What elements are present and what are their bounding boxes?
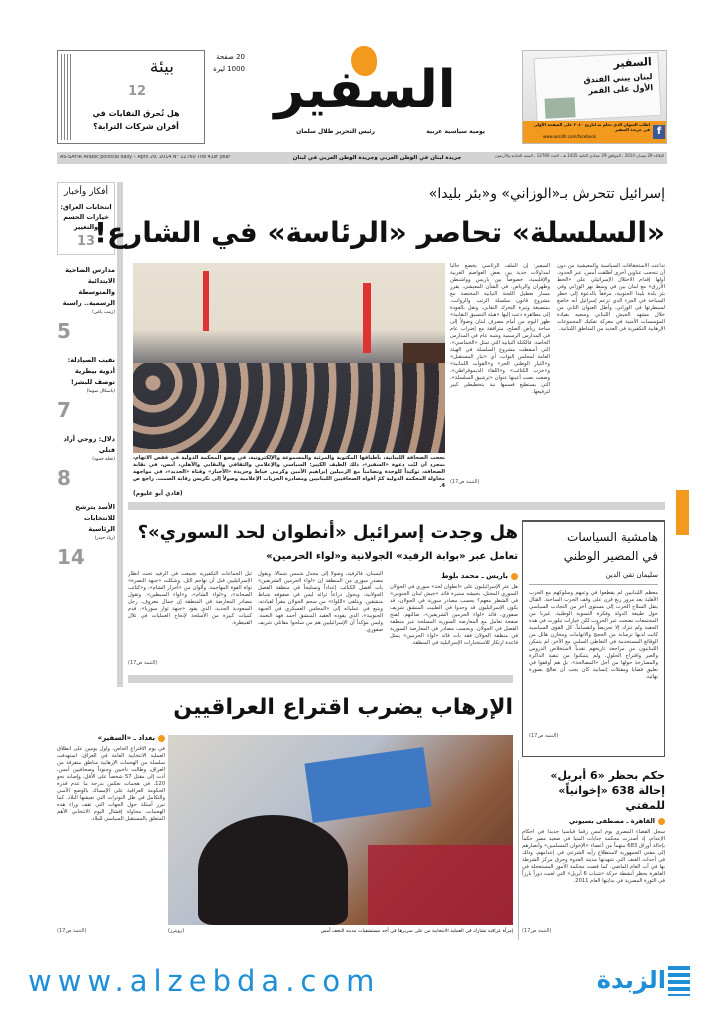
date-bar [57, 152, 667, 164]
sidebar-item-title: انتخابات العراق: خيارات الحسم والتغيير [60, 203, 112, 231]
woman-shape [198, 815, 348, 925]
lead-headline[interactable]: «السلسلة» تحاصر «الرئاسة» في الشارع! [94, 216, 665, 249]
price: 1000 ليرة [213, 65, 245, 73]
people-row [133, 363, 445, 453]
sidebar-header: أفكار وأخبار [64, 187, 108, 197]
sidebar-item-page: 5 [57, 319, 71, 343]
photo-credit: (فادي أبو غليوم) [133, 490, 183, 497]
sidebar-item-page: 13 [76, 234, 96, 249]
continued-link[interactable]: (التتمة ص17) [128, 660, 158, 666]
egypt-headline-line-2[interactable]: إحالة 638 «إخوانياً» للمفتي [558, 784, 665, 812]
section-headline: هل تُحرق النفايات في أفران شركات الترابة؟ [92, 109, 180, 131]
iraq-photo-caption: إمرأة عراقية تشارك في العملية الانتخابية من على سريرها في أحد مستشفيات مدينة النجف أمس [320, 929, 513, 934]
footer-url[interactable]: www.alzebda.com [28, 964, 381, 998]
story2-column-2: البستان، فالرفيد، وصولاً إلى مجدل شمس شمالاً. ويقول مصدر سوري من المنطقة إن «لواء الحرمين الشريفين» بات أفضل الكتائب إعداداً وتسليحاً في منطقة الفصل الجولانية، ويحول دراعاً ثرائه ليس في صفوفه شباط منشقين. ويتلقى «اللواء» من سحم الجولان مقراً لقيادته، ويتبع في عملياته إلى «المجلس العسكري في الجبهة الجنوبية»، الذي يقوده العقيد المنشق أحمد فهد النعمة. وليس مؤكداً أن الإسرائيليين هم من سلحوا مقاتلي شريف صفوري. [258, 571, 383, 633]
flag-shape [363, 283, 371, 353]
section-divider [128, 675, 513, 683]
sidebar-item-author: (نجلة حمود) [92, 457, 115, 462]
footer-logo [592, 962, 690, 1000]
sidebar-item-page: 7 [57, 398, 71, 422]
sidebar-item-title: مدارس الضاحية الابتدائية والمتوسطة الرسمية.. راسبة [62, 266, 115, 307]
sidebar-item-title: نقيب الصيادلة: أدوية بيطرية توصف للبشر! [67, 356, 115, 386]
story2-column-3: ثبل الجماعات التكفيرية تجمعت في الرفيد تحت أنظار الإسرائيليين قبل أن تهاجم التل. وشكلت «جبهة النصرة» نواة القوة المهاجمة، وألوان من «أحرار الشام»، و«كتائب الصحابة»، و«لواء الشام»، و«لواء السبطين». وتقول مصادر المعارضة في المنطقة إن جمال معروف، رجل السعودية الجديد، الذي يقود «جبهة ثوار سوريا»، قدم كميات كبيرة من الأسلحة لإنجاح العمليات في تلال القنيطرة. [128, 571, 252, 626]
page-count: 20 صفحة [216, 53, 245, 61]
editor-in-chief: رئيس التحرير طلال سلمان [296, 128, 375, 135]
lead-column-2: تداعت الاستحقاقات السياسية والمعيشية من دون أن تنحجب عناوين أخرى أطلقت أمس، عبر الحدود، أولها إقدام الاحتلال الإسرائيلي على «الخط الأزرق» مع لبنان بين في وسط نهر الوزاني وفي بئر بلدة بليدا الجنوبية، مرفقاً بالدعوة إلى حظر السباحة في الجزء الذي تزعم إسرائيل أنه خاضع لسيطرتها في الوزاني. وأطل العنوان الثاني من خلال مشهد الجيش اللبناني وسعيه بقيادة المؤسسات الأمنية في معركة تفكيك المجموعات الإرهابية التكفيرية في العديد من المناطق اللبنانية. [557, 263, 665, 332]
lead-photo [133, 263, 445, 453]
sidebar-item-author: (زياد حيدر) [94, 536, 115, 541]
story2-headline[interactable]: هل وجدت إسرائيل «أنطوان لحد السوري»؟ [137, 522, 518, 543]
footer-logo-text: الزبدة [596, 966, 666, 994]
sidebar-item-page: 8 [57, 466, 71, 490]
ad-moon-image [545, 97, 576, 119]
sidebar-item[interactable] [57, 355, 115, 422]
arabic-dateline: الثلاثاء 29 نيسان 2014 ، الموافق 29 جمادى الثانية 1435 هـ ، العدد 12760 ، السنة الحادية والأربعون [494, 153, 664, 158]
sidebar-divider [117, 182, 123, 687]
byline-text: باريس ـ محمد بلوط [441, 572, 508, 580]
opinion-title-line-2: في المصير الوطني [563, 549, 658, 563]
opinion-author: سليمان تقي الدين [529, 570, 658, 585]
egypt-byline [522, 816, 665, 826]
ballot-box-shape [304, 747, 431, 823]
ad-cta: اطلب العنوان الذي تحلم به لتاريخ ٢٠٤٠ على الصفحة الأولى في جريدة السفير [533, 122, 650, 132]
opinion-title-line-1: هامشية السياسات [567, 530, 658, 544]
blanket-shape [368, 845, 513, 925]
lead-column-1: السفير: إن الملف الرئاسي يخضع حالياً لمداولات جدية بين بعض العواصم الغربية والإقليمية، خصوصاً بين باريس وواشنطن وطهران والرياض. في الشأن المعيشي، يقرر مسار تعطيل اللجنة النيابية المختصة مع مشروع قانون سلسلة الرتب والرواتب، بمتصيغة وتيرة التحرك النقابي، وتقل بالعودة إلى مظاهرة دعت إليها «هيئة التنسيق النقابية» ظهر اليوم من أمام مصرف لبنان وصولاً إلى ساحة رياض الصلح، مترافقة مع إضراب عام في المدارس الرسمية وشبه عام في المدارس الخاصة. فالكتلة النيابية التي تمثل «الخماسي»، التي أسقطت مشروع السلسلة في الهيئة العامة لمجلس النواب، أي «تيار المستقبل» و«التيار الوطني الحر» و«القوات اللبنانية» و«حزب الكتائب» و«اللقاء الديموقراطي»، وضعت نصب أعينها عنوان «ترشيق السلسلة»، التي يستطيع قسمها نية بتخطيطي كبير لترقيعها. [450, 263, 550, 395]
bullet-icon [511, 573, 518, 580]
sidebar-item[interactable] [57, 265, 115, 343]
section-teaser-box[interactable] [57, 50, 205, 144]
ad-newspaper [533, 52, 661, 122]
decorative-lines [61, 54, 73, 140]
lead-photo-caption: نجحت الصحافة اللبنانية، بأطيافها المكتوبة والمرئية والمسموعة والإلكترونية، في وضع المحكمة الدولية في قفص الاتهام، بمجرد أن لبّت دعوة «السفير»، ذلك الطيف الكبير: السياسي والإعلامي والثقافي والنقابي والأهلي، أمس، في نقابة الصحافة، توكيداً للوحدة وتضامناً مع الزميلين إبراهيم الأمين وكرمى خياط وجريدة «الأخبار» وقناة «الجديد»، في مواجهة محاولة المحكمة الدولية كمّ أفواه الصحافيين اللبنانيين ومصادرة الحريات الإعلامية وصولاً إلى تكريس رقابة الصمت. راجع ص 4. [133, 455, 445, 489]
sidebar-item-page: 14 [57, 545, 85, 569]
iraq-photo-credit: (رويترز) [168, 929, 185, 934]
section-divider [128, 502, 665, 510]
slogan: جريدة لبنان في الوطن العربي وجريدة الوطن العربي في لبنان [292, 155, 462, 161]
orange-accent-bar [676, 490, 689, 535]
egypt-body: سجل القضاء المصري يوم أمس رقماً قياسياً جديداً في أحكام الإعدام، إذ أصدرت محكمة جنايات المنيا في صعيد مصر حكماً بإحالة أوراق 683 متهماً من أعضاء «الإخوان المسلمين» وأنصارهم إلى مفتي الجمهورية لاستطلاع رأيه الشرعي في إعدامهم، وذلك في أحداث العنف التي شهدتها مدينة العدوة وحرق مركز الشرطة بها في آب العام الماضي. كما قضت محكمة الأمور المستعجلة في القاهرة بحظر أنشطة حركة «شباب 6 أبريل» التي لعبت دوراً بارزاً في الثورة المصرية في بدايتها العام 2011. [522, 829, 665, 884]
tagline: يومية سياسية عربية [426, 128, 485, 135]
sidebar-item-author: (باسكال صوما) [86, 389, 115, 394]
facebook-ad[interactable] [522, 50, 667, 144]
lead-kicker: إسرائيل تتحرش بـ«الوزاني» و«بئر بليدا» [428, 186, 665, 202]
iraq-body: في يوم الاقتراع الخاص، وأول يومين على انطلاق العملية الانتخابية العامة في العراق، استهدفت سلسلة من الهجمات الإرهابية مناطق متفرقة من العراق، وطالت ناخبين وجنوداً وصحافيين أمس، أدت إلى مقتل 57 شخصاً على الأقل، وإصابة نحو 120، في هجمات تعكس بدرجة ما عدم قدرة الحكومة العراقية على الإمساك بالوضع الأمني والتكامل في ظل التوترات التي تعيشها البلاد. كما تبرز أسئلة حول الجهات التي تقف وراء هذه الهجمات، محاولة إفشال اليوم الانتخابي الأهم المتعلق بالمستقبل السياسي للبلاد. [57, 746, 165, 822]
ad-headline: لبنان يبني الفندق الأول على القمر [583, 72, 654, 96]
egypt-story [522, 768, 665, 924]
section-page-number: 12 [128, 84, 147, 99]
byline-text: بغداد ـ «السفير» [97, 734, 155, 742]
opinion-box[interactable] [522, 520, 665, 757]
logo-lines-icon [668, 966, 690, 996]
sidebar-item-author: (زينب ياغي) [92, 310, 115, 315]
continued-link[interactable]: (التتمة ص17) [57, 928, 87, 934]
ad-url[interactable]: www.assafir.com/facebook [543, 134, 597, 139]
logo [245, 46, 485, 122]
egypt-headline-line-1[interactable]: حكم بحظر «6 أبريل» [550, 769, 665, 782]
ad-logo: السفير [613, 55, 653, 71]
iraq-byline [57, 733, 165, 743]
sidebar-item[interactable] [57, 434, 115, 490]
sidebar-item[interactable] [57, 502, 115, 569]
continued-link[interactable]: (التتمة ص17) [450, 479, 480, 485]
column-divider [518, 760, 519, 940]
logo-text: السفير [274, 60, 456, 120]
story2-byline [390, 571, 518, 581]
story2-subhead: تعامل عبر «بوابة الرفيد» الجولانية و«لواء الحرمين» [266, 551, 518, 562]
english-dateline: AS-SAFIR Arabic political daily – April 29, 2014 N° 12760 The 41st year [60, 155, 231, 160]
sidebar-item-title: دلال: زوجي أراد قتلي [63, 435, 115, 454]
iraq-photo [168, 735, 513, 925]
ad-footer [523, 121, 667, 143]
continued-link[interactable]: (التتمة ص17) [522, 928, 552, 934]
continued-link[interactable]: (التتمة ص17) [529, 733, 559, 739]
facebook-icon[interactable]: f [653, 125, 665, 139]
sidebar-item-title: الأسد يترشح للانتخابات الرئاسية [75, 503, 115, 533]
bullet-icon [158, 735, 165, 742]
story2-column-1: هل عثر الإسرائيليون على «أنطوان لحد» سوري في الجولان السوري المحتل، بجيشه ستيرة قائد «جيش لبنان الجنوبي» في الشطر معهم؟ بحسب مصادر سورية في الجولان، قد يكون الإسرائيليون قد وجدوا في الطبيب المنشق شريف صفوري، قائد «لواء الحرمين الشريفين»، ضالتهم. لفتح صفحة تعامل مع المعارضة السورية المسلحة عبر منطقة الفصل في الجولان. وبحسب مصادر في المعارضة السورية في منطقة الجولان فقد بات قائد «لواء الحرمين» يمثل قاعدة ارتكاز للاستخبارات الإسرائيلية في المنطقة. [390, 584, 518, 646]
section-title: بيئة [149, 57, 174, 77]
byline-text: القاهرة ـ مصطفى بسيوني [568, 817, 655, 825]
opinion-body: معظم اللبنانيين لم يقطعوا في وعيهم وسلوكهم مع الحرب الأهلية بعد مرور ربع قرن على وقف الحرب الساخنة. القتال ينقل السلاح الحرب إلى مستوى آخر من التجاذب السياسي حول طبيعة الدولة وفكرة التسوية الوطنية. غيرنا من المجتمعات نضجت عبر الحروب لكن خيارات تبلورت في هذه الحقبة ولم تترك إلا تحريضاً وانقساماً. كل القوى السياسية كانت لديها ترسانة من الحجج والاتهامات ومخازن هائل من الوقائع المستخدمة في التعاطي السلبي مع الآخر. لم يتمكن اللبنانيون من مراجعة تاريخهم نقدياً لاستخلاص الدروس والعبر واقتراح الحلول، ولم يتمكنوا من تنقية الذاكرة والمصارحة حولها من أجل «المصالحة». بل هم أوقفوا في تعليق قضايا ومقتلات إنسانية كان يجب أن تعالج بصورة نهائية. [529, 590, 658, 680]
iraq-headline[interactable]: الإرهاب يضرب اقتراع العراقيين [173, 695, 513, 720]
flag-shape [203, 271, 209, 331]
bullet-icon [658, 818, 665, 825]
